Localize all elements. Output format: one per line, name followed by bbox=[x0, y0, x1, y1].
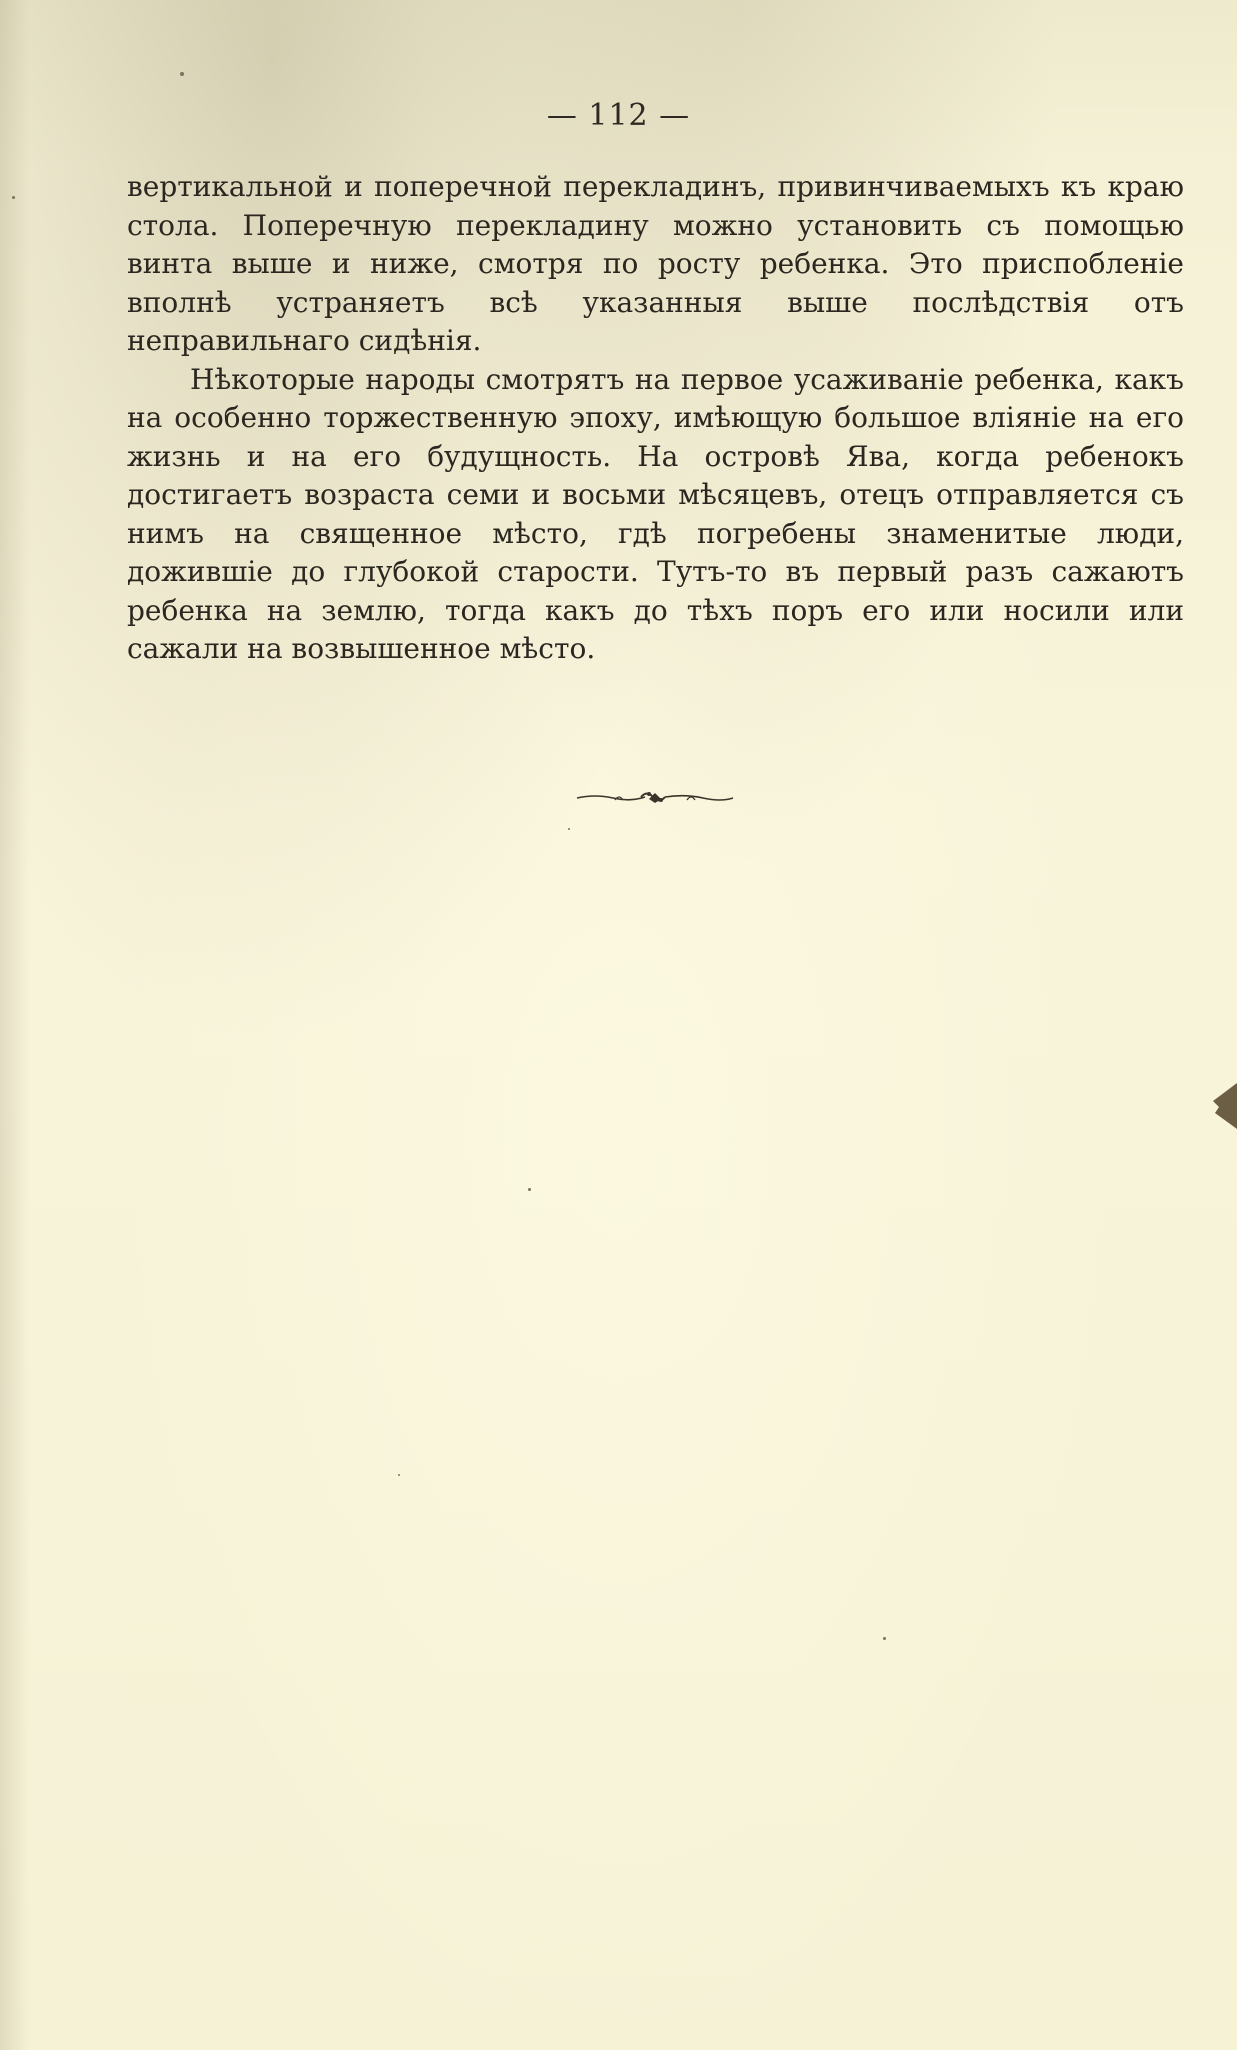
paper-speck bbox=[568, 828, 570, 830]
page-edge-shadow bbox=[0, 0, 30, 2050]
binding-tab-mark bbox=[1211, 1083, 1237, 1129]
flourish-divider-icon bbox=[575, 788, 735, 806]
page-number: — 112 — bbox=[546, 98, 691, 133]
paper-speck bbox=[528, 1188, 531, 1191]
paper-speck bbox=[398, 1474, 400, 1476]
paper-speck bbox=[180, 72, 184, 76]
paper-speck bbox=[12, 196, 15, 199]
paragraph-continuation: вертикальной и поперечной перекладинъ, привинчиваемыхъ къ краю стола. Поперечную перекладину можно установить съ помощью винта выше и ниже, смотря по росту ребенка. Это приспобленіе вполнѣ устраняетъ всѣ указанныя выше послѣдствія отъ неправильнаго сидѣнія. bbox=[127, 170, 1184, 357]
body-text bbox=[127, 168, 1184, 669]
paper-speck bbox=[883, 1637, 886, 1640]
paragraph: Нѣкоторые народы смотрятъ на первое усаживаніе ребенка, какъ на особенно торжественную эпоху, имѣющую большое вліяніе на его жизнь и на его будущность. На островѣ Ява, когда ребенокъ достигаетъ возраста семи и восьми мѣсяцевъ, отецъ отправляется съ нимъ на священное мѣсто, гдѣ погребены знаменитые люди, дожившіе до глубокой старости. Тутъ-то въ первый разъ сажаютъ ребенка на землю, тогда какъ до тѣхъ поръ его или носили или сажали на возвышенное мѣсто. bbox=[127, 362, 1184, 665]
